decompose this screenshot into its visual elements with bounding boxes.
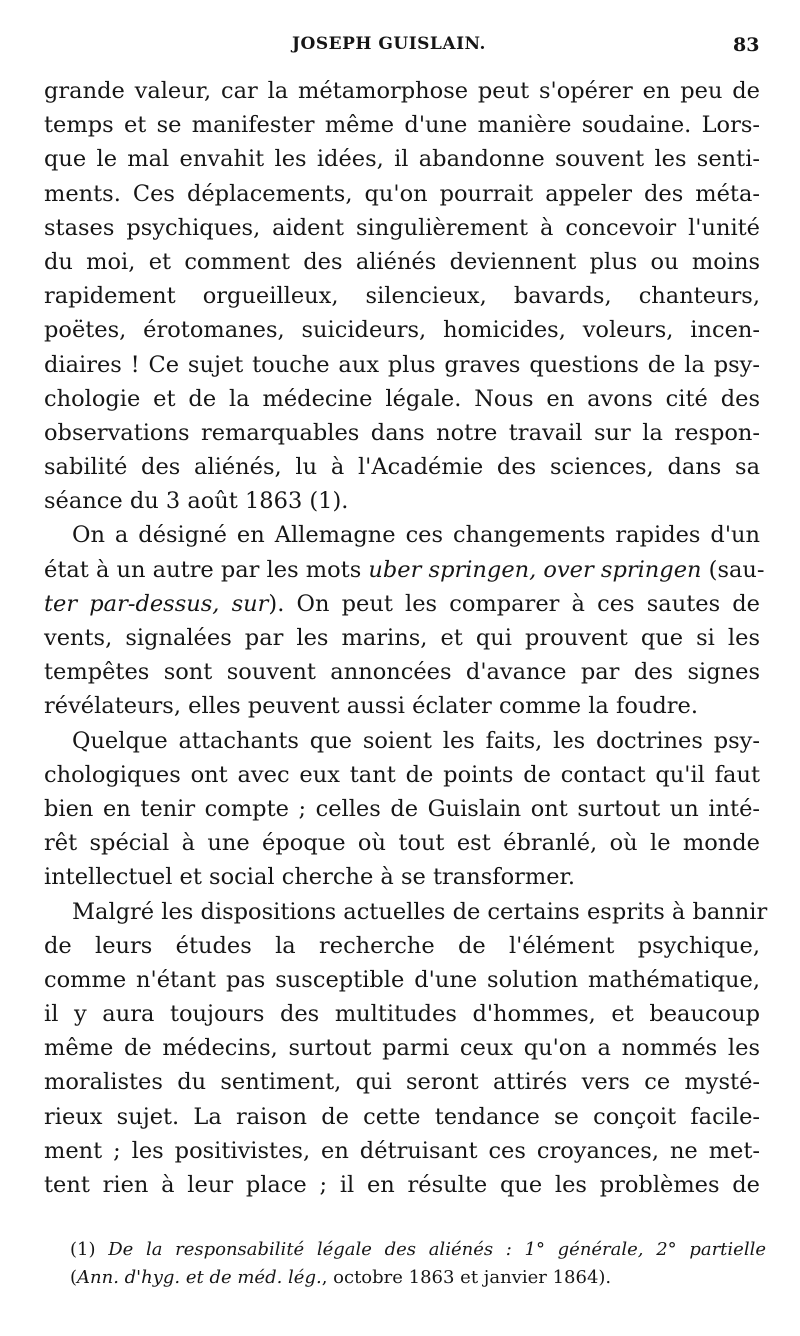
footnote	[70, 1236, 766, 1292]
text-line: vents, signalées par les marins, et qui prouvent que si les	[44, 625, 760, 651]
text-line: bien en tenir compte ; celles de Guislain ont surtout un inté-	[44, 795, 760, 822]
body-text	[44, 74, 768, 1202]
text-line: tent rien à leur place ; il en résulte que les problèmes de	[44, 1172, 760, 1198]
text-line: chologiques ont avec eux tant de points de contact qu'il faut	[44, 761, 760, 788]
footnote-open: (	[70, 1267, 78, 1288]
footnote-marker: (1)	[70, 1239, 96, 1260]
footnote-source: Ann. d'hyg. et de méd. lég.	[77, 1267, 322, 1288]
text-line: rapidement orgueilleux, silencieux, bavards, chanteurs,	[44, 283, 760, 310]
text-line: rieux sujet. La raison de cette tendance se conçoit facile-	[44, 1103, 760, 1130]
text-line: sabilité des aliénés, lu à l'Académie des sciences, dans sa	[44, 454, 760, 481]
text-line: ment ; les positivistes, en détruisant ces croyances, ne met-	[44, 1137, 760, 1164]
text-line: que le mal envahit les idées, il abandonne souvent les senti-	[44, 146, 760, 173]
text-line: séance du 3 août 1863 (1).	[44, 488, 349, 515]
page-number: 83	[733, 34, 760, 56]
text-line: ments. Ces déplacements, qu'on pourrait appeler des méta-	[44, 180, 760, 207]
footnote-line	[70, 1236, 766, 1264]
text-line: intellectuel et social cherche à se transformer.	[44, 864, 575, 891]
text-line: stases psychiques, aident singulièrement à concevoir l'unité	[44, 214, 760, 241]
text-line: révélateurs, elles peuvent aussi éclater comme la foudre.	[44, 693, 698, 720]
text-line: du moi, et comment des aliénés deviennent plus ou moins	[44, 248, 760, 275]
text-line: rêt spécial à une époque où tout est ébranlé, où le monde	[44, 830, 760, 857]
footnote-rest: , octobre 1863 et janvier 1864).	[321, 1267, 612, 1288]
footnote-line	[70, 1264, 766, 1292]
text-line: observations remarquables dans notre travail sur la respon-	[44, 419, 760, 446]
page-header	[0, 28, 800, 62]
text-line: moralistes du sentiment, qui seront attirés vers ce mysté-	[44, 1069, 760, 1096]
text-line: tempêtes sont souvent annoncées d'avance par des signes	[44, 659, 760, 686]
text-line: il y aura toujours des multitudes d'hommes, et beaucoup	[44, 1001, 760, 1028]
text-line: diaires ! Ce sujet touche aux plus graves questions de la psy-	[44, 351, 760, 378]
text-line: même de médecins, surtout parmi ceux qu'on a nommés les	[44, 1035, 760, 1062]
text-span: (sau-	[708, 556, 765, 583]
text-line: de leurs études la recherche de l'élément psychique,	[44, 932, 760, 959]
text-line: On a désigné en Allemagne ces changements rapides d'un	[72, 522, 760, 549]
text-line: chologie et de la médecine légale. Nous en avons cité des	[44, 385, 760, 412]
text-line: poëtes, érotomanes, suicideurs, homicides, voleurs, incen-	[44, 317, 760, 344]
text-span: état à un autre par les mots	[44, 556, 362, 583]
text-span: ). On peut les comparer à ces sautes de	[268, 590, 760, 617]
text-line: temps et se manifester même d'une manière soudaine. Lors-	[44, 112, 760, 139]
running-head: JOSEPH GUISLAIN.	[292, 34, 486, 54]
text-line-mixed	[44, 553, 765, 587]
text-line-mixed	[44, 587, 760, 621]
text-line: comme n'étant pas susceptible d'une solution mathématique,	[44, 966, 760, 993]
text-line: Malgré les dispositions actuelles de certains esprits à bannir	[72, 898, 768, 925]
footnote-part: 1° générale, 2° partielle	[524, 1239, 766, 1260]
italic-term: ter par-dessus, sur	[44, 590, 269, 617]
text-line: Quelque attachants que soient les faits, les doctrines psy-	[72, 727, 760, 754]
text-line: grande valeur, car la métamorphose peut s'opérer en peu de	[44, 78, 760, 104]
footnote-title: De la responsabilité légale des aliénés :	[108, 1239, 512, 1260]
italic-term: uber springen, over springen	[368, 556, 702, 583]
